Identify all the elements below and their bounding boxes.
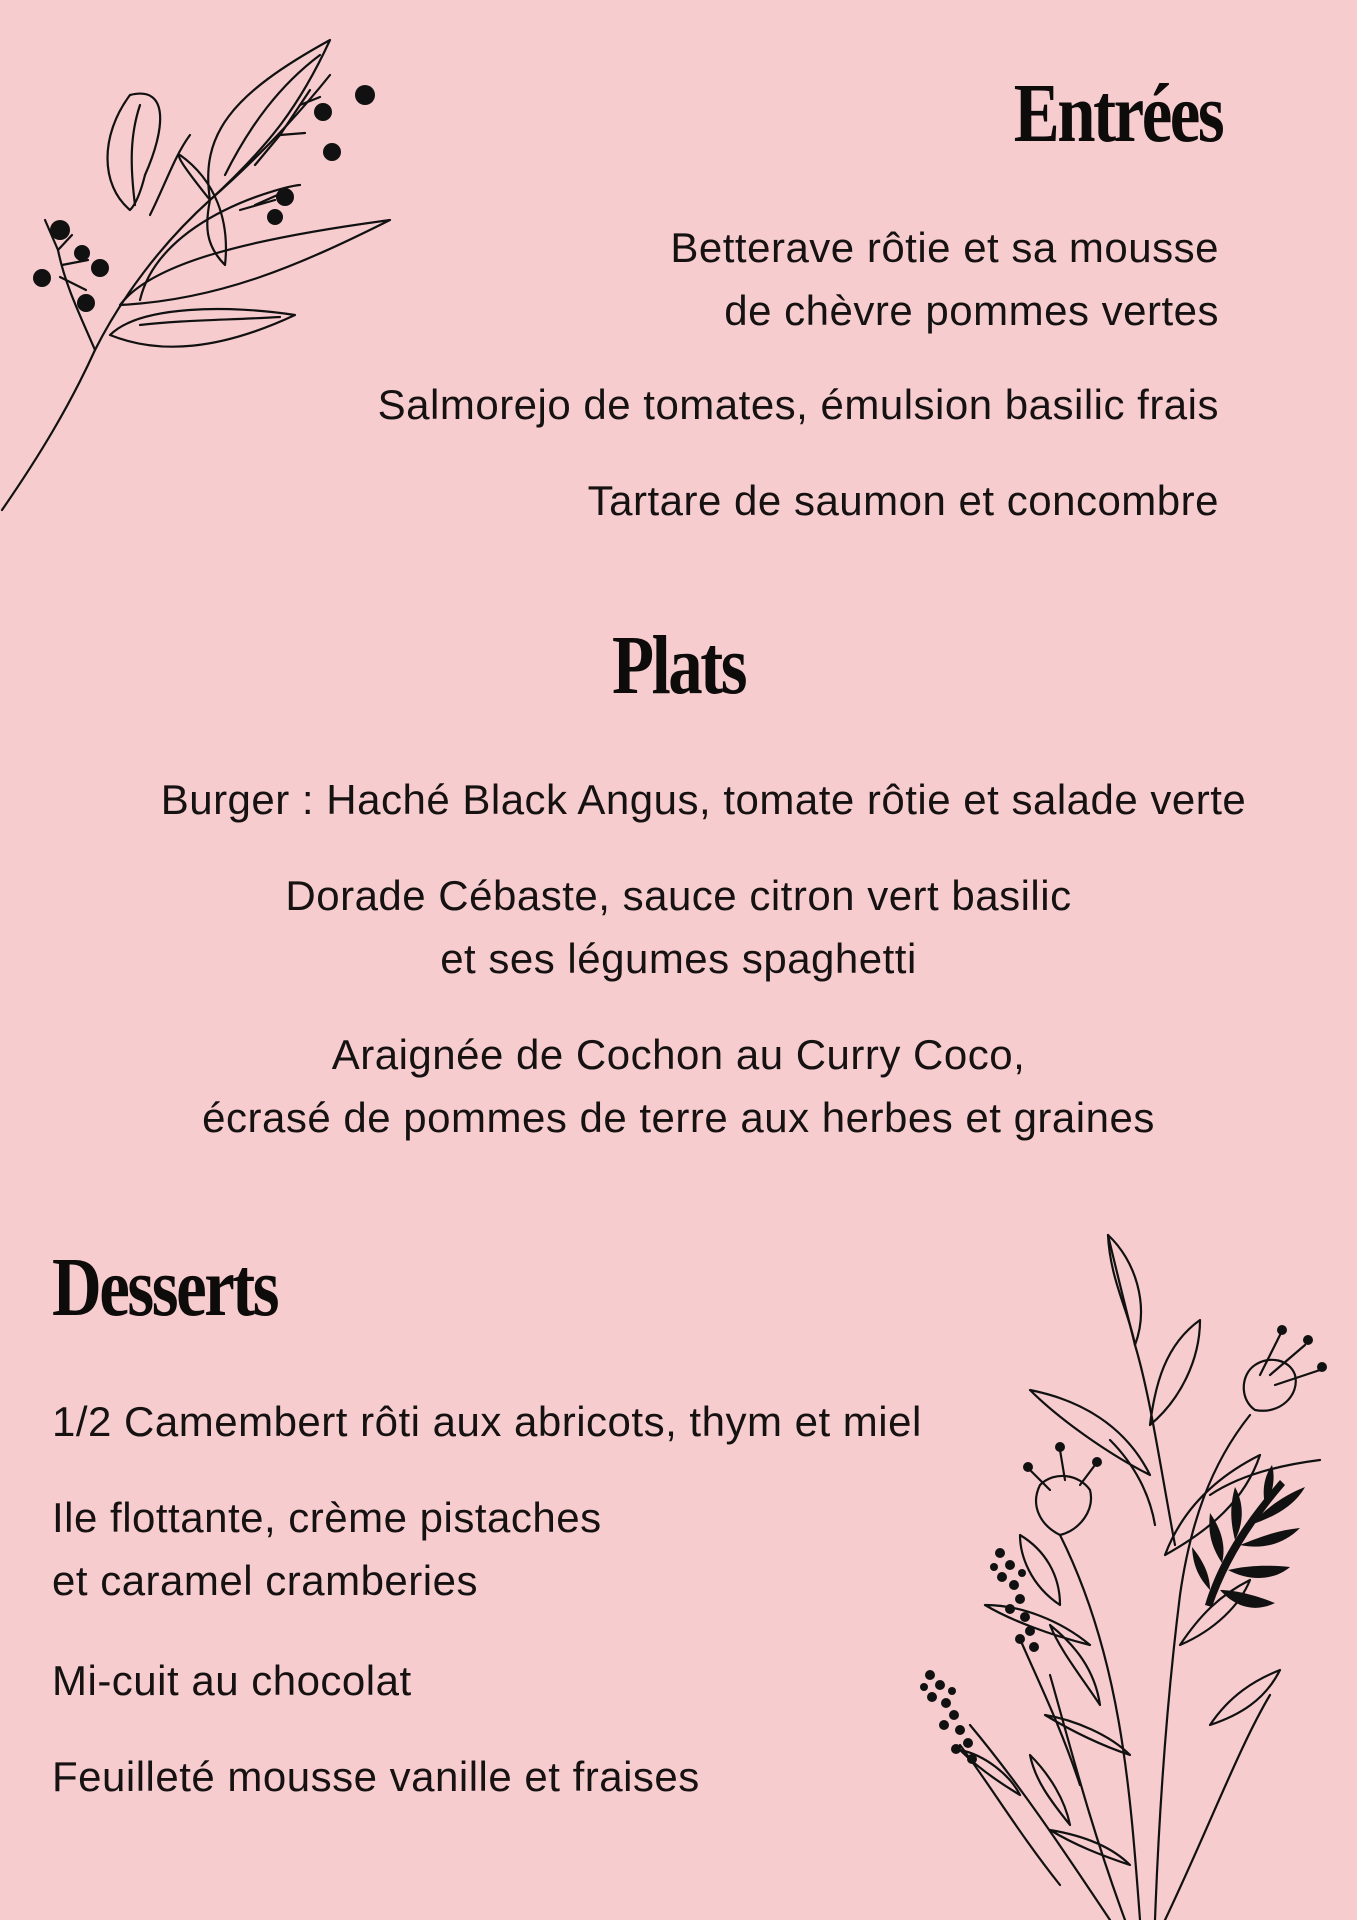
menu-item — [52, 1390, 922, 1453]
floral-branch-illustration — [0, 15, 400, 520]
menu-item-line: Tartare de saumon et concombre — [587, 477, 1219, 524]
section-title-entrees: Entrées — [1013, 67, 1222, 160]
menu-item-line: Dorade Cébaste, sauce citron vert basilic — [285, 872, 1072, 919]
menu-item — [52, 1649, 922, 1712]
menu-item-line: 1/2 Camembert rôti aux abricots, thym et miel — [52, 1398, 922, 1445]
menu-item — [378, 373, 1219, 436]
plats-list — [0, 768, 1357, 1149]
section-title-desserts: Desserts — [52, 1241, 278, 1334]
menu-item — [0, 864, 1357, 990]
menu-item-line: et caramel cramberies — [52, 1557, 478, 1604]
menu-item-line: Ile flottante, crème pistaches — [52, 1494, 602, 1541]
menu-item-line: écrasé de pommes de terre aux herbes et graines — [202, 1094, 1155, 1141]
menu-item-line: de chèvre pommes vertes — [724, 287, 1219, 334]
menu-item — [378, 469, 1219, 532]
menu-item — [52, 1486, 922, 1612]
section-title-plats: Plats — [611, 619, 746, 712]
menu-item-line: et ses légumes spaghetti — [440, 935, 917, 982]
menu-item — [0, 1023, 1357, 1149]
menu-item-line: Araignée de Cochon au Curry Coco, — [331, 1031, 1026, 1078]
menu-item-line: Salmorejo de tomates, émulsion basilic frais — [377, 381, 1219, 428]
desserts-list — [52, 1390, 922, 1808]
menu-item — [52, 1745, 922, 1808]
menu-item — [0, 768, 1357, 831]
entrees-list — [378, 216, 1219, 532]
floral-bouquet-illustration — [910, 1225, 1350, 1920]
menu-item — [378, 216, 1219, 342]
menu-item-line: Betterave rôtie et sa mousse — [670, 224, 1219, 271]
menu-item-line: Mi-cuit au chocolat — [52, 1657, 412, 1704]
menu-item-line: Burger : Haché Black Angus, tomate rôtie et salade verte — [160, 776, 1247, 823]
menu-item-line: Feuilleté mousse vanille et fraises — [52, 1753, 700, 1800]
